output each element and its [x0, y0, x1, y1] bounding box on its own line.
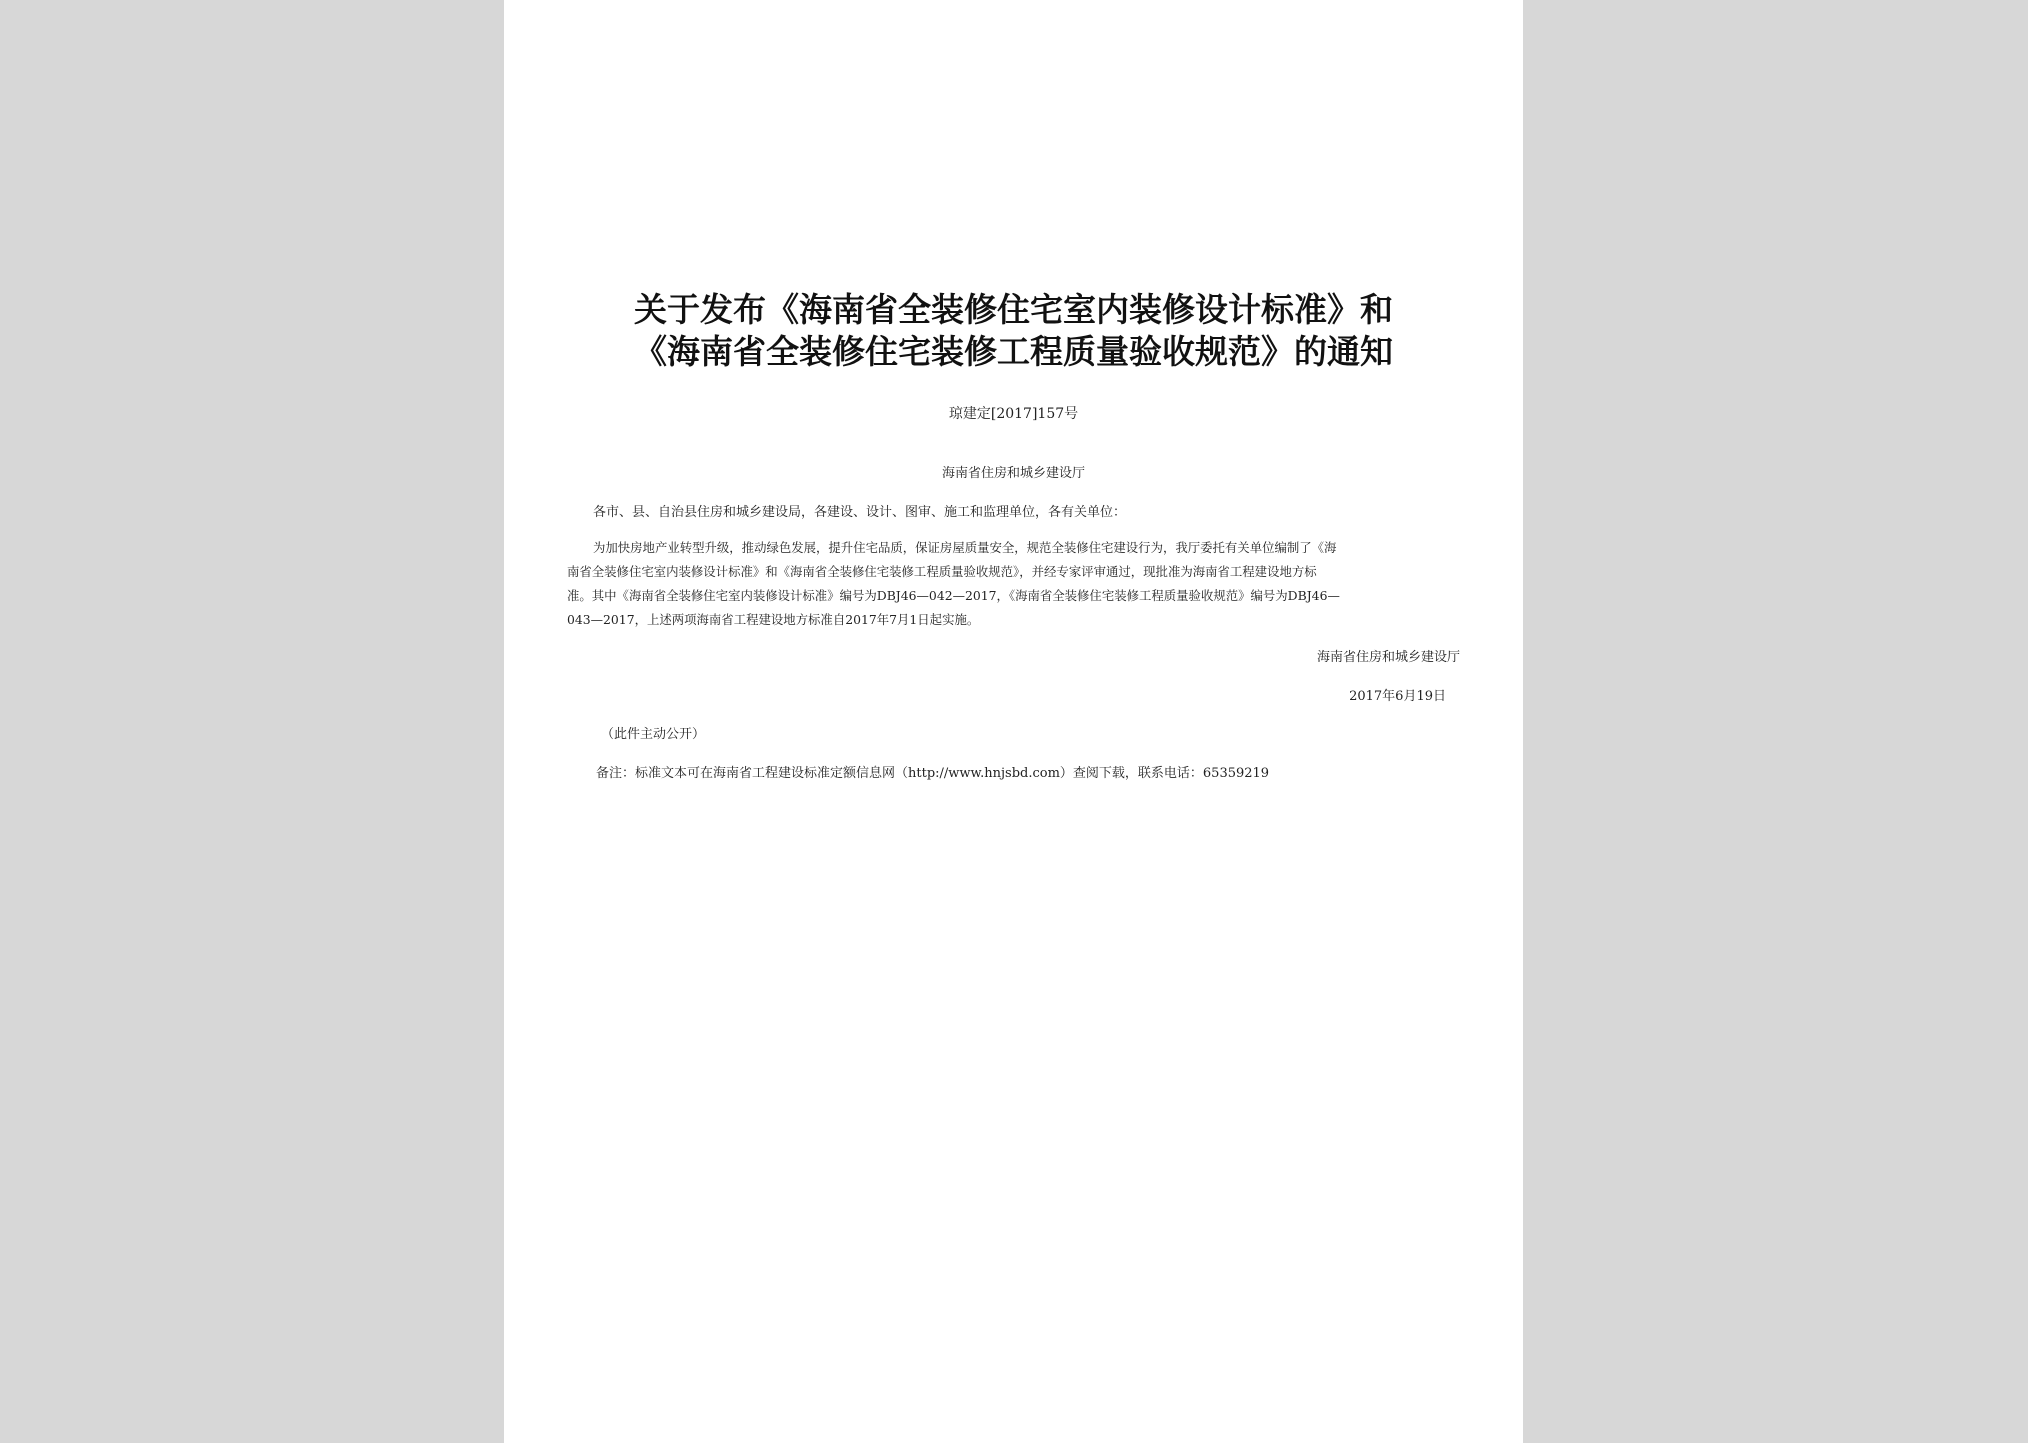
body-line: 043—2017，上述两项海南省工程建设地方标准自2017年7月1日起实施。 [567, 612, 980, 627]
body-line: 为加快房地产业转型升级，推动绿色发展，提升住宅品质，保证房屋质量安全，规范全装修住宅建设行为，我厅委托有关单位编制了《海 [593, 540, 1337, 555]
document-number: 琼建定[2017]157号 [948, 406, 1079, 422]
remark-note: 备注：标准文本可在海南省工程建设标准定额信息网（http://www.hnjsbd.com）查阅下载，联系电话：65359219 [596, 766, 1270, 781]
body-line: 准。其中《海南省全装修住宅室内装修设计标准》编号为DBJ46—042—2017，《海南省全装修住宅装修工程质量验收规范》编号为DBJ46— [567, 588, 1340, 603]
body-paragraph [567, 536, 1467, 632]
signature-organization: 海南省住房和城乡建设厅 [1316, 650, 1460, 665]
signature-date: 2017年6月19日 [1349, 689, 1446, 704]
document-title-line-1: 关于发布《海南省全装修住宅室内装修设计标准》和 [634, 290, 1393, 329]
body-line: 南省全装修住宅室内装修设计标准》和《海南省全装修住宅装修工程质量验收规范》，并经专家评审通过，现批准为海南省工程建设地方标 [567, 564, 1317, 579]
document-title-line-2: 《海南省全装修住宅装修工程质量验收规范》的通知 [634, 332, 1393, 371]
addressee: 各市、县、自治县住房和城乡建设局，各建设、设计、图审、施工和监理单位，各有关单位： [593, 505, 1127, 520]
document-page [504, 0, 1523, 1443]
issuer-name: 海南省住房和城乡建设厅 [941, 466, 1085, 481]
public-disclosure-note: （此件主动公开） [601, 727, 706, 742]
